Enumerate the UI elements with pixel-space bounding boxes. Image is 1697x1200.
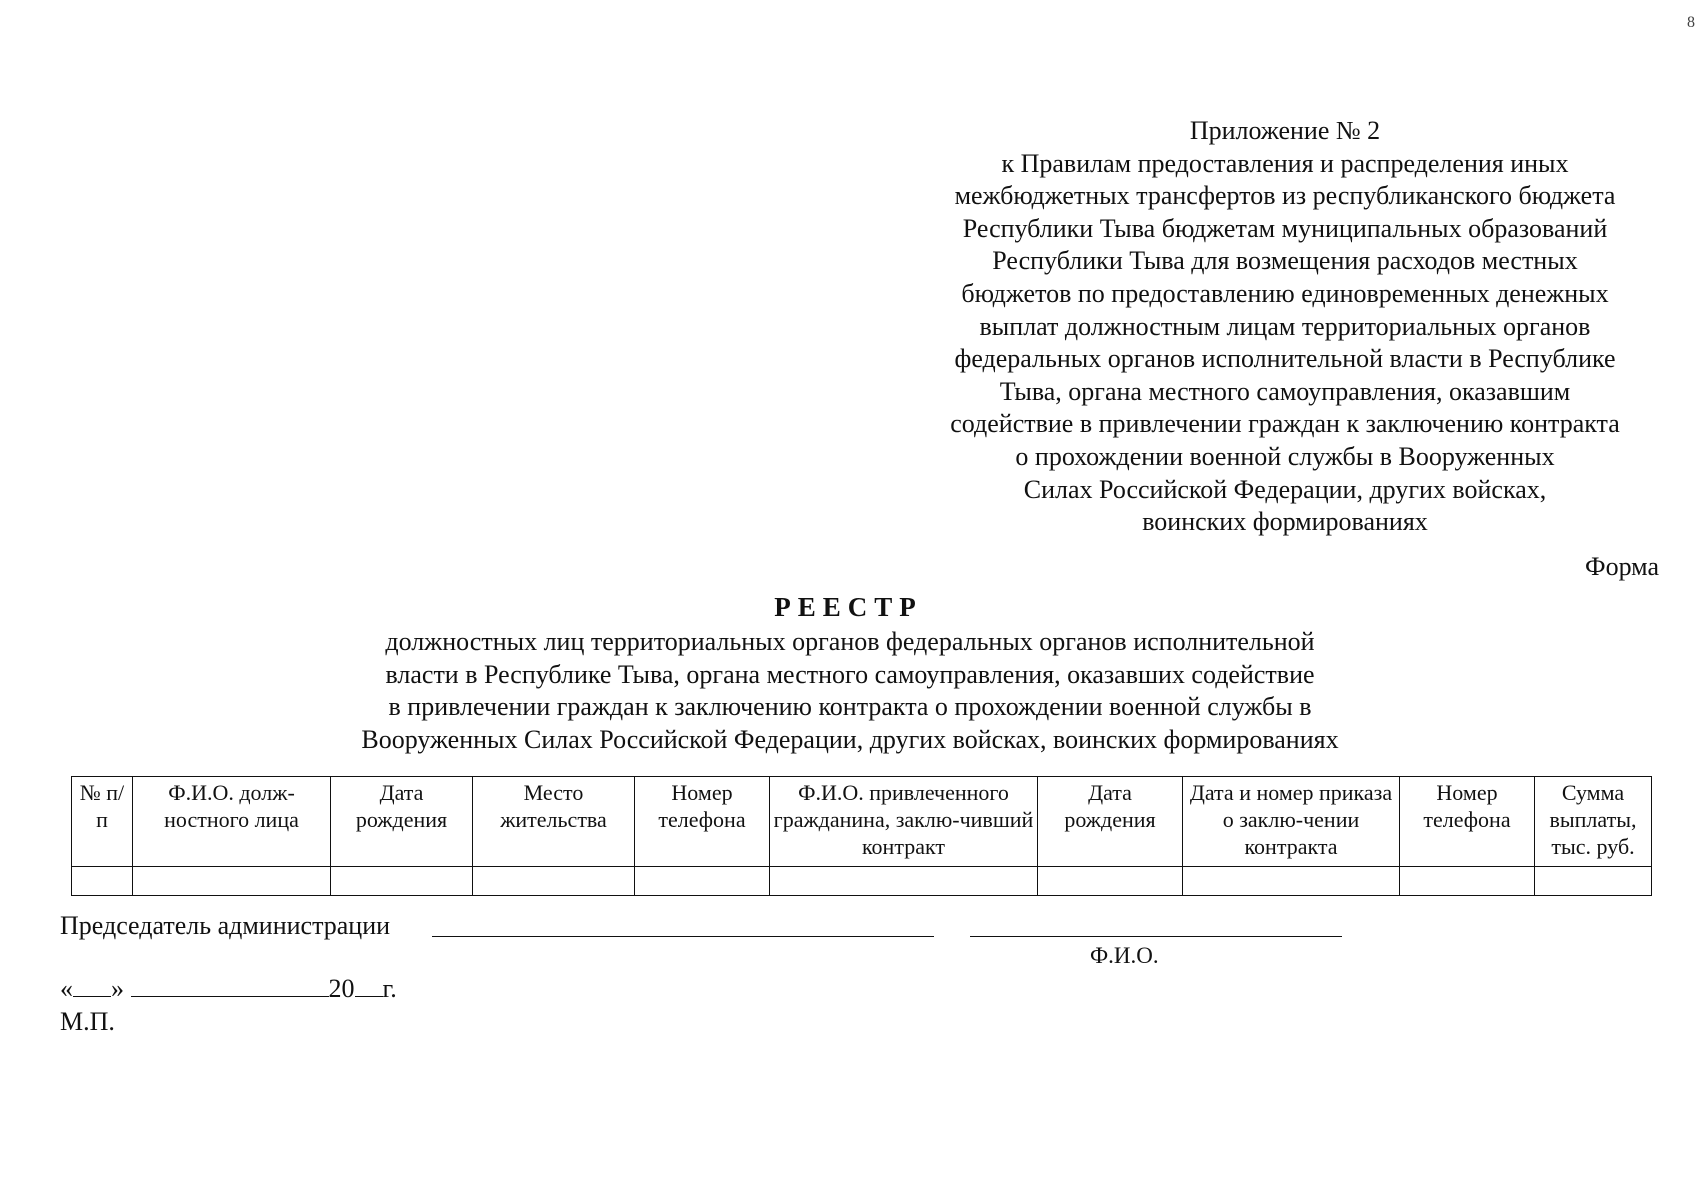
column-header-official-name: Ф.И.О. долж-ностного лица xyxy=(133,777,331,867)
year-suffix: г. xyxy=(382,974,397,1003)
annex-line: Силах Российской Федерации, других войсках, xyxy=(1023,474,1547,504)
form-label: Форма xyxy=(1585,552,1659,581)
annex-line: Республики Тыва бюджетам муниципальных образований xyxy=(962,213,1608,243)
table-cell[interactable] xyxy=(635,867,770,896)
seal-label: М.П. xyxy=(60,1007,115,1036)
annex-line: содействие в привлечении граждан к заключению контракта xyxy=(950,409,1620,439)
annex-line: Республики Тыва для возмещения расходов местных xyxy=(992,246,1578,276)
date-line xyxy=(60,974,397,1004)
chair-label: Председатель администрации xyxy=(60,911,391,940)
table-row xyxy=(72,867,1652,896)
date-close-quote: » xyxy=(111,974,124,1003)
annex-line: федеральных органов исполнительной власти в Республике xyxy=(954,344,1616,374)
annex-header xyxy=(900,115,1670,539)
column-header-number: № п/п xyxy=(72,777,133,867)
column-header-payment-amount: Сумма выплаты, тыс. руб. xyxy=(1535,777,1652,867)
registry-table xyxy=(71,776,1652,896)
document-subtitle xyxy=(200,626,1500,756)
subtitle-line: власти в Республике Тыва, органа местного самоуправления, оказавших содействие xyxy=(385,659,1315,689)
table-cell[interactable] xyxy=(1535,867,1652,896)
table-cell[interactable] xyxy=(473,867,635,896)
column-header-birth-date: Дата рождения xyxy=(331,777,473,867)
subtitle-line: должностных лиц территориальных органов федеральных органов исполнительной xyxy=(385,627,1315,656)
annex-line: межбюджетных трансфертов из республиканского бюджета xyxy=(954,181,1616,211)
annex-line: о прохождении военной службы в Вооруженных xyxy=(1015,441,1555,471)
month-blank[interactable] xyxy=(131,974,329,997)
table-cell[interactable] xyxy=(1038,867,1183,896)
day-blank[interactable] xyxy=(73,974,111,997)
page-number-mark: 8 xyxy=(1687,14,1695,31)
annex-line: бюджетов по предоставлению единовременных денежных xyxy=(961,278,1609,308)
table-cell[interactable] xyxy=(72,867,133,896)
column-header-residence: Место жительства xyxy=(473,777,635,867)
date-open-quote: « xyxy=(60,974,73,1003)
year-blank[interactable] xyxy=(355,974,383,997)
table-cell[interactable] xyxy=(331,867,473,896)
column-header-citizen-name: Ф.И.О. привлеченного гражданина, заклю-чивший контракт xyxy=(770,777,1038,867)
column-header-citizen-phone: Номер телефона xyxy=(1400,777,1535,867)
column-header-phone: Номер телефона xyxy=(635,777,770,867)
subtitle-line: Вооруженных Силах Российской Федерации, других войсках, воинских формированиях xyxy=(361,724,1339,754)
signature-line[interactable] xyxy=(432,936,934,937)
table-header-row xyxy=(72,777,1652,867)
fio-caption: Ф.И.О. xyxy=(1090,943,1159,968)
annex-line: Приложение № 2 xyxy=(1189,116,1381,145)
table-cell[interactable] xyxy=(770,867,1038,896)
annex-line: Тыва, органа местного самоуправления, оказавшим xyxy=(999,376,1571,406)
annex-line: выплат должностным лицам территориальных органов xyxy=(979,311,1591,341)
table-cell[interactable] xyxy=(133,867,331,896)
column-header-order-date-number: Дата и номер приказа о заклю-чении контракта xyxy=(1183,777,1400,867)
column-header-citizen-birth-date: Дата рождения xyxy=(1038,777,1183,867)
year-prefix: 20 xyxy=(328,974,355,1003)
table-cell[interactable] xyxy=(1183,867,1400,896)
document-title: РЕЕСТР xyxy=(774,592,923,622)
annex-line: воинских формированиях xyxy=(1142,507,1428,537)
fio-line[interactable] xyxy=(970,936,1342,937)
annex-line: к Правилам предоставления и распределения иных xyxy=(1001,148,1569,178)
table-cell[interactable] xyxy=(1400,867,1535,896)
subtitle-line: в привлечении граждан к заключению контракта о прохождении военной службы в xyxy=(388,692,1312,722)
